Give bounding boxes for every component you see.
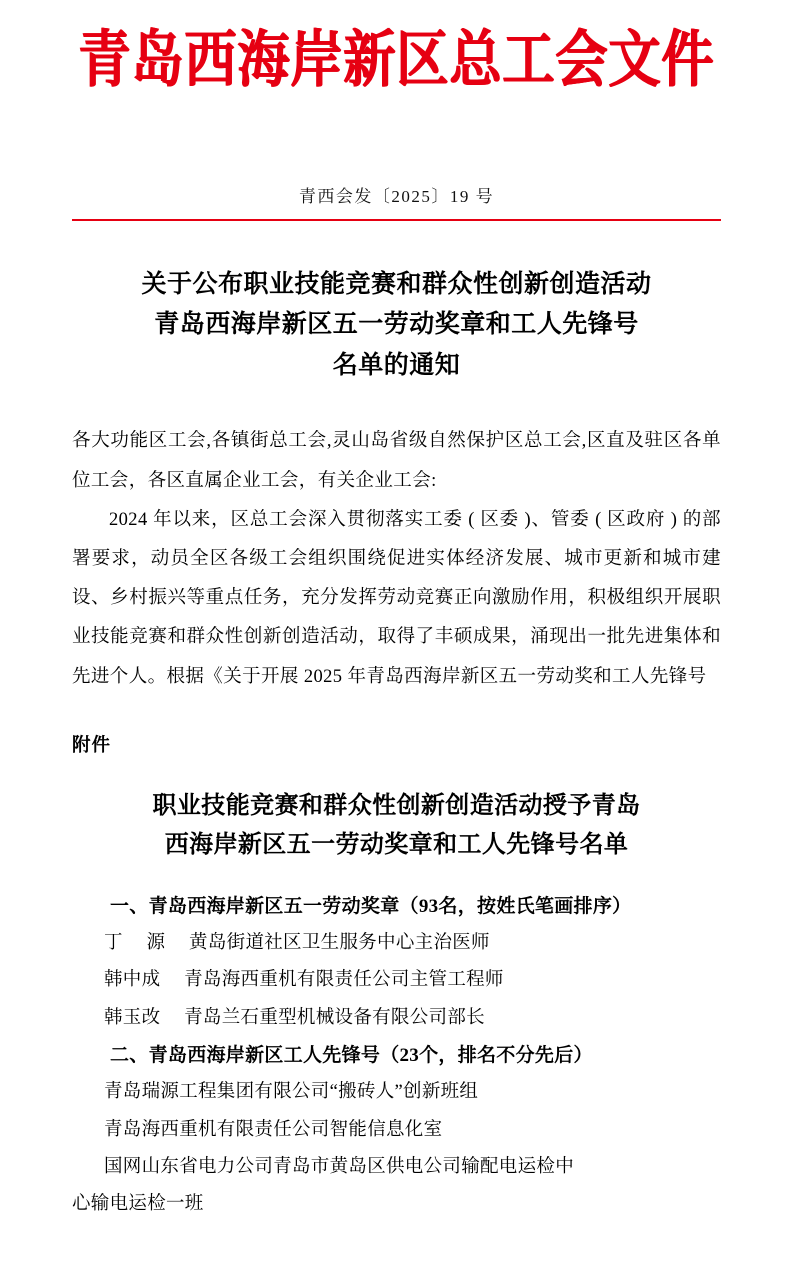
list-item: 丁 源 黄岛街道社区卫生服务中心主治医师 (104, 933, 490, 954)
document-title-line-3: 名单的通知 (332, 351, 461, 379)
list-item: 韩中成 青岛海西重机有限责任公司主管工程师 (104, 970, 504, 991)
masthead-title: 青岛西海岸新区总工会文件 (78, 27, 715, 95)
list-item: 国网山东省电力公司青岛市黄岛区供电公司输配电运检中 (104, 1156, 575, 1177)
body-paragraph-1: 2024 年以来，区总工会深入贯彻落实工委 ( 区委 )、管委 ( 区政府 ) 的部署要求，动员全区各级工会组织围绕促进实体经济发展、城市更新和城市建设、乡村振兴等重点任务，充分发挥劳动竞赛正向激励作用，积极组织开展职业技能竞赛和群众性创新创造活动，取得了丰硕成果，涌现出一批先进集体和先进个人。根据《关于开展 2025 年青岛西海岸新区五一劳动奖和工人先锋号 (72, 509, 721, 687)
masthead (72, 0, 721, 95)
section-heading-count: （93名，按姓氏笔画排序） (399, 896, 632, 918)
list-item-continuation: 心输电运检一班 (72, 1194, 204, 1215)
list-item: 韩玉改 青岛兰石重型机械设备有限公司部长 (104, 1007, 485, 1028)
section-heading-count: （23个，排名不分先后） (380, 1045, 593, 1067)
section-heading (72, 888, 721, 925)
section-heading-text: 一、青岛西海岸新区五一劳动奖章 (110, 896, 400, 918)
document-title-line-2: 青岛西海岸新区五一劳动奖章和工人先锋号 (154, 311, 639, 339)
document-title (72, 265, 721, 387)
award-section (72, 1037, 721, 1223)
recipients-line: 各大功能区工会,各镇街总工会,灵山岛省级自然保护区总工会,区直及驻区各单位工会，各区直属企业工会，有关企业工会: (72, 431, 721, 491)
attachment-title (72, 787, 721, 866)
list-item: 青岛瑞源工程集团有限公司“搬砖人”创新班组 (104, 1082, 479, 1103)
document-title-line-1: 关于公布职业技能竞赛和群众性创新创造活动 (141, 270, 652, 298)
section-heading-text: 二、青岛西海岸新区工人先锋号 (110, 1045, 381, 1067)
document-body (72, 422, 721, 697)
attachment-label: 附件 (72, 735, 112, 756)
document-number: 青西会发〔2025〕19 号 (298, 186, 495, 206)
section-heading (72, 1037, 721, 1074)
award-section (72, 888, 721, 1037)
red-divider-rule (72, 219, 721, 221)
list-item: 青岛海西重机有限责任公司智能信息化室 (104, 1119, 443, 1140)
attachment-title-line-2: 西海岸新区五一劳动奖章和工人先锋号名单 (164, 832, 629, 859)
attachment-title-line-1: 职业技能竞赛和群众性创新创造活动授予青岛 (152, 792, 641, 819)
